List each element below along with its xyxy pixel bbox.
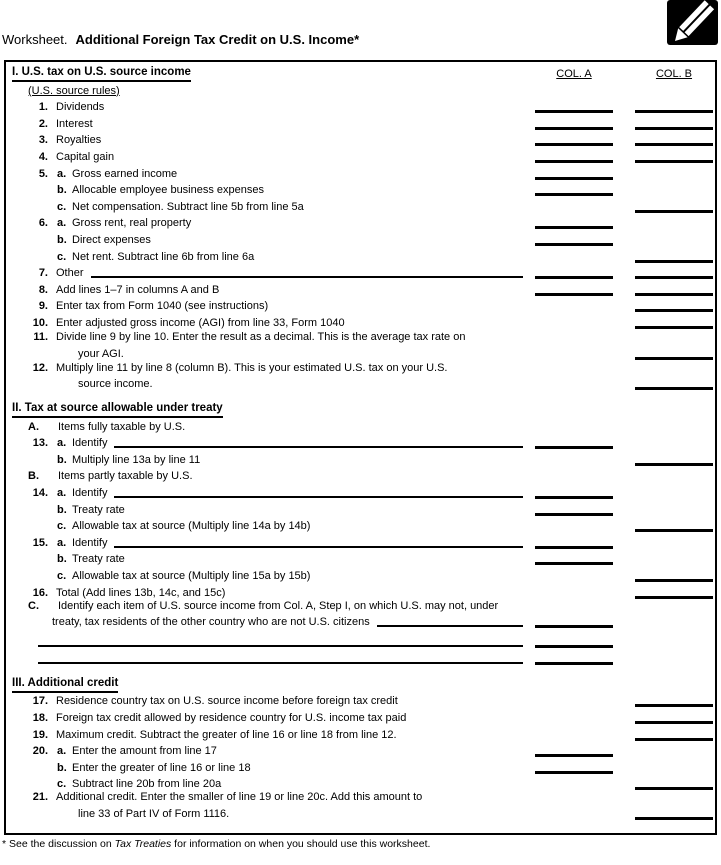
row-text: Gross earned income	[72, 167, 178, 180]
col-b-slot	[635, 721, 713, 726]
footnote	[2, 838, 430, 850]
row-subletter: b.	[57, 233, 67, 246]
section-heading-row	[6, 676, 715, 693]
col-a-entry-line	[535, 226, 613, 229]
worksheet-row	[6, 182, 715, 199]
row-label	[6, 712, 535, 726]
row-number: 9.	[38, 300, 48, 313]
row-label	[6, 677, 535, 693]
row-label	[6, 537, 535, 551]
fill-in-line	[91, 276, 523, 278]
worksheet-row	[6, 298, 715, 315]
col-b-entry-line	[635, 357, 713, 360]
section-1-heading: I. U.S. tax on U.S. source income	[12, 66, 191, 82]
worksheet-row	[6, 534, 715, 551]
col-b-header: COL. B	[655, 68, 693, 80]
col-b-slot	[635, 704, 713, 709]
col-b-slot	[635, 143, 713, 148]
worksheet-row	[6, 418, 715, 435]
row-number: 17.	[32, 695, 48, 708]
row-subletter: c.	[57, 778, 67, 791]
row-text: Treaty rate	[72, 503, 125, 516]
row-text: Divide line 9 by line 10. Enter the result as a decimal. This is the average tax rate on	[56, 330, 466, 343]
fill-in-line	[114, 446, 523, 448]
row-text: Capital gain	[56, 150, 115, 163]
row-label	[6, 587, 535, 601]
row-subletter: a.	[57, 167, 67, 180]
row-number: 16.	[32, 586, 48, 599]
row-number: 18.	[32, 712, 48, 724]
col-b-entry-line	[635, 704, 713, 707]
col-a-entry-line	[535, 754, 613, 757]
row-subletter: a.	[57, 437, 67, 450]
row-subletter: a.	[57, 745, 67, 758]
worksheet-row	[6, 314, 715, 331]
col-a-entry-line	[535, 293, 613, 296]
worksheet-box	[4, 60, 717, 835]
worksheet-row	[6, 743, 715, 760]
fill-in-line	[114, 546, 523, 548]
col-a-entry-line	[535, 625, 613, 628]
row-text: Residence country tax on U.S. source income before foreign tax credit	[56, 695, 398, 708]
footnote-italic: Tax Treaties	[114, 838, 172, 850]
col-a-slot	[535, 143, 613, 148]
worksheet-row	[6, 693, 715, 710]
col-b-slot	[635, 326, 713, 331]
row-label	[6, 151, 535, 165]
col-b-entry-line	[635, 463, 713, 466]
worksheet-row	[6, 148, 715, 165]
row-subletter: c.	[57, 570, 67, 583]
row-label	[6, 570, 535, 584]
row-label	[6, 378, 535, 392]
row-text: Identify	[72, 487, 108, 500]
col-b-entry-line	[635, 596, 713, 599]
row-subletter: a.	[57, 487, 67, 500]
row-letter: B.	[28, 470, 39, 483]
col-a-slot	[535, 496, 613, 501]
col-b-entry-line	[635, 326, 713, 329]
row-text: Foreign tax credit allowed by residence country for U.S. income tax paid	[56, 712, 407, 724]
row-text: Enter tax from Form 1040 (see instructions)	[56, 300, 269, 313]
row-text: treaty, tax residents of the other country who are not U.S. citizens	[52, 616, 370, 629]
row-label	[6, 85, 535, 99]
row-label	[6, 762, 535, 776]
worksheet-row	[6, 650, 715, 667]
row-number: 3.	[38, 134, 48, 147]
col-a-entry-line	[535, 562, 613, 565]
col-a-slot	[535, 276, 613, 281]
col-a-slot	[535, 160, 613, 165]
worksheet-row	[6, 362, 715, 376]
worksheet-row	[6, 99, 715, 116]
identify-write-in-line	[38, 645, 523, 647]
col-a-slot	[535, 243, 613, 248]
row-label	[6, 645, 535, 650]
row-label	[6, 168, 535, 182]
col-a-entry-line	[535, 127, 613, 130]
row-label	[6, 362, 535, 376]
row-text: Dividends	[56, 101, 105, 114]
col-a-header-slot	[535, 68, 613, 82]
col-a-slot	[535, 562, 613, 567]
row-text: Allocable employee business expenses	[72, 184, 265, 197]
title-prefix: Worksheet.	[2, 32, 68, 47]
col-a-entry-line	[535, 513, 613, 516]
row-label	[6, 729, 535, 743]
col-b-slot	[635, 210, 713, 215]
row-label	[6, 791, 535, 805]
worksheet-row	[6, 468, 715, 485]
row-text: Enter adjusted gross income (AGI) from line 33, Form 1040	[56, 316, 345, 329]
footnote-prefix: * See the discussion on	[2, 838, 115, 850]
row-text: Maximum credit. Subtract the greater of line 16 or line 18 from line 12.	[56, 728, 397, 741]
col-a-entry-line	[535, 496, 613, 499]
row-subletter: b.	[57, 184, 67, 197]
col-b-entry-line	[635, 276, 713, 279]
worksheet-row	[6, 584, 715, 601]
col-b-entry-line	[635, 293, 713, 296]
col-a-entry-line	[535, 645, 613, 648]
col-a-entry-line	[535, 546, 613, 549]
worksheet-row	[6, 792, 715, 805]
row-label	[6, 217, 535, 231]
col-b-entry-line	[635, 210, 713, 213]
row-letter: A.	[28, 420, 39, 433]
col-b-slot	[635, 787, 713, 792]
col-b-slot	[635, 357, 713, 362]
row-text: Allowable tax at source (Multiply line 14a by 14b)	[72, 520, 311, 533]
row-label	[6, 487, 535, 501]
col-b-slot	[635, 579, 713, 584]
col-b-slot	[635, 160, 713, 165]
row-text: Additional credit. Enter the smaller of line 19 or line 20c. Add this amount to	[56, 791, 423, 804]
col-a-slot	[535, 513, 613, 518]
worksheet-row	[6, 726, 715, 743]
col-a-entry-line	[535, 110, 613, 113]
row-text: your AGI.	[78, 347, 124, 360]
section-heading: III. Additional credit	[12, 677, 118, 693]
row-subletter: b.	[57, 761, 67, 774]
row-label	[6, 662, 535, 667]
worksheet-row	[6, 231, 715, 248]
col-a-entry-line	[535, 771, 613, 774]
row-text: Multiply line 13a by line 11	[72, 453, 201, 466]
worksheet-row	[6, 805, 715, 822]
col-a-entry-line	[535, 662, 613, 665]
col-a-slot	[535, 771, 613, 776]
row-number: 8.	[38, 283, 48, 296]
worksheet-row	[6, 776, 715, 793]
row-text: Direct expenses	[72, 233, 151, 246]
worksheet-row	[6, 215, 715, 232]
row-number: 13.	[32, 437, 48, 450]
col-b-entry-line	[635, 529, 713, 532]
worksheet-row	[6, 165, 715, 182]
col-b-entry-line	[635, 787, 713, 790]
row-label	[6, 251, 535, 265]
section-heading: II. Tax at source allowable under treaty	[12, 402, 223, 418]
row-label	[6, 454, 535, 468]
row-text: Add lines 1–7 in columns A and B	[56, 283, 220, 296]
col-a-header: COL. A	[556, 68, 592, 80]
row-text: Net rent. Subtract line 6b from line 6a	[72, 250, 255, 263]
col-a-slot	[535, 293, 613, 298]
col-b-entry-line	[635, 817, 713, 820]
row-number: 6.	[38, 217, 48, 230]
col-b-entry-line	[635, 387, 713, 390]
row-subletter: a.	[57, 536, 67, 549]
col-b-entry-line	[635, 143, 713, 146]
row-text: line 33 of Part IV of Form 1116.	[78, 807, 230, 820]
row-label	[6, 317, 535, 331]
row-text: Items partly taxable by U.S.	[58, 470, 193, 483]
worksheet-row	[6, 451, 715, 468]
worksheet-row	[6, 484, 715, 501]
col-b-slot	[635, 110, 713, 115]
worksheet-rows	[6, 82, 715, 822]
row-subletter: b.	[57, 553, 67, 566]
spacer-row	[6, 667, 715, 676]
row-label	[6, 101, 535, 115]
worksheet-row	[6, 115, 715, 132]
identify-write-in-line	[38, 662, 523, 664]
row-text: Net compensation. Subtract line 5b from line 5a	[72, 200, 304, 213]
col-b-slot	[635, 260, 713, 265]
row-text: Items fully taxable by U.S.	[58, 420, 186, 433]
row-text: Royalties	[56, 134, 102, 147]
row-number: 7.	[38, 267, 48, 280]
col-a-entry-line	[535, 276, 613, 279]
col-a-entry-line	[535, 243, 613, 246]
worksheet-row	[6, 630, 715, 650]
worksheet-row	[6, 248, 715, 265]
row-label	[6, 437, 535, 451]
row-label	[6, 66, 535, 82]
worksheet-row	[6, 551, 715, 568]
footnote-suffix: for information on when you should use this worksheet.	[171, 838, 431, 850]
row-label	[6, 421, 535, 435]
row-number: 14.	[32, 487, 48, 500]
row-text: Other	[56, 267, 84, 280]
worksheet-row	[6, 198, 715, 215]
col-b-slot	[635, 738, 713, 743]
row-label	[6, 600, 535, 614]
source-rules-note: (U.S. source rules)	[28, 84, 120, 97]
row-number: 1.	[38, 101, 48, 114]
row-number: 10.	[32, 316, 48, 329]
row-number: 15.	[32, 536, 48, 549]
worksheet-row	[6, 567, 715, 584]
worksheet-row	[6, 709, 715, 726]
col-b-slot	[635, 293, 713, 298]
worksheet-row	[6, 132, 715, 149]
col-b-entry-line	[635, 579, 713, 582]
row-text: Enter the amount from line 17	[72, 745, 217, 758]
col-a-slot	[535, 226, 613, 231]
row-text: Subtract line 20b from line 20a	[72, 778, 222, 791]
worksheet-row	[6, 501, 715, 518]
col-b-entry-line	[635, 160, 713, 163]
col-b-header-slot	[635, 68, 713, 82]
row-number: 12.	[32, 361, 48, 374]
row-subletter: c.	[57, 250, 67, 263]
row-label	[6, 331, 535, 345]
worksheet-row	[6, 82, 715, 99]
title-main: Additional Foreign Tax Credit on U.S. Income*	[75, 32, 360, 47]
col-a-entry-line	[535, 177, 613, 180]
col-b-entry-line	[635, 127, 713, 130]
page-title	[2, 32, 359, 47]
row-label	[6, 300, 535, 314]
row-label	[6, 201, 535, 215]
row-label	[6, 267, 535, 281]
col-a-entry-line	[535, 143, 613, 146]
row-subletter: a.	[57, 217, 67, 230]
worksheet-row	[6, 614, 715, 631]
row-label	[6, 616, 535, 630]
row-label	[6, 402, 535, 418]
row-text: Identify	[72, 536, 108, 549]
col-b-slot	[635, 309, 713, 314]
worksheet-row	[6, 281, 715, 298]
row-number: 4.	[38, 150, 48, 163]
worksheet-row	[6, 759, 715, 776]
row-subletter: b.	[57, 503, 67, 516]
row-number: 19.	[32, 728, 48, 741]
col-a-slot	[535, 193, 613, 198]
col-a-entry-line	[535, 446, 613, 449]
row-text: Identify	[72, 437, 108, 450]
col-b-entry-line	[635, 738, 713, 741]
worksheet-row	[6, 435, 715, 452]
col-b-slot	[635, 596, 713, 601]
worksheet-row	[6, 331, 715, 345]
row-text: Treaty rate	[72, 553, 125, 566]
row-number: 21.	[32, 791, 48, 804]
row-text: Enter the greater of line 16 or line 18	[72, 761, 251, 774]
col-a-slot	[535, 645, 613, 650]
worksheet-row	[6, 376, 715, 393]
worksheet-row	[6, 518, 715, 535]
row-text: source income.	[78, 378, 153, 391]
row-text: Allowable tax at source (Multiply line 15a by 15b)	[72, 570, 311, 583]
row-text: Total (Add lines 13b, 14c, and 15c)	[56, 586, 226, 599]
row-text: Multiply line 11 by line 8 (column B). This is your estimated U.S. tax on your U.S.	[56, 361, 448, 374]
col-a-slot	[535, 110, 613, 115]
col-b-entry-line	[635, 110, 713, 113]
col-a-slot	[535, 177, 613, 182]
spacer-row	[6, 392, 715, 401]
row-label	[6, 504, 535, 518]
col-b-slot	[635, 387, 713, 392]
row-subletter: c.	[57, 520, 67, 533]
row-subletter: c.	[57, 200, 67, 213]
col-a-slot	[535, 446, 613, 451]
col-b-slot	[635, 463, 713, 468]
fill-in-line	[114, 496, 523, 498]
col-a-entry-line	[535, 160, 613, 163]
row-label	[6, 118, 535, 132]
row-letter: C.	[28, 599, 39, 612]
row-number: 5.	[38, 167, 48, 180]
row-label	[6, 520, 535, 534]
col-a-slot	[535, 625, 613, 630]
col-a-slot	[535, 127, 613, 132]
row-number: 2.	[38, 117, 48, 130]
row-label	[6, 695, 535, 709]
col-a-slot	[535, 662, 613, 667]
row-label	[6, 808, 535, 822]
row-label	[6, 184, 535, 198]
row-label	[6, 553, 535, 567]
row-label	[6, 745, 535, 759]
row-number: 20.	[32, 745, 48, 758]
row-subletter: b.	[57, 453, 67, 466]
section-heading-row	[6, 401, 715, 418]
col-b-slot	[635, 817, 713, 822]
section-1-header-row	[6, 65, 715, 82]
worksheet-row	[6, 345, 715, 362]
row-label	[6, 284, 535, 298]
worksheet-row	[6, 601, 715, 614]
row-label	[6, 348, 535, 362]
row-label	[6, 234, 535, 248]
col-b-slot	[635, 127, 713, 132]
col-b-slot	[635, 276, 713, 281]
row-label	[6, 778, 535, 792]
row-text: Identify each item of U.S. source income from Col. A, Step I, on which U.S. may not, under	[58, 599, 499, 612]
row-label	[6, 470, 535, 484]
col-a-slot	[535, 754, 613, 759]
col-b-slot	[635, 529, 713, 534]
row-text: Interest	[56, 117, 93, 130]
col-a-entry-line	[535, 193, 613, 196]
row-number: 11.	[33, 330, 48, 343]
col-a-slot	[535, 546, 613, 551]
col-b-entry-line	[635, 721, 713, 724]
fill-in-line	[377, 625, 523, 627]
pencil-icon	[667, 0, 718, 45]
row-label	[6, 134, 535, 148]
col-b-entry-line	[635, 309, 713, 312]
row-text: Gross rent, real property	[72, 217, 192, 230]
worksheet-row	[6, 265, 715, 282]
col-b-entry-line	[635, 260, 713, 263]
